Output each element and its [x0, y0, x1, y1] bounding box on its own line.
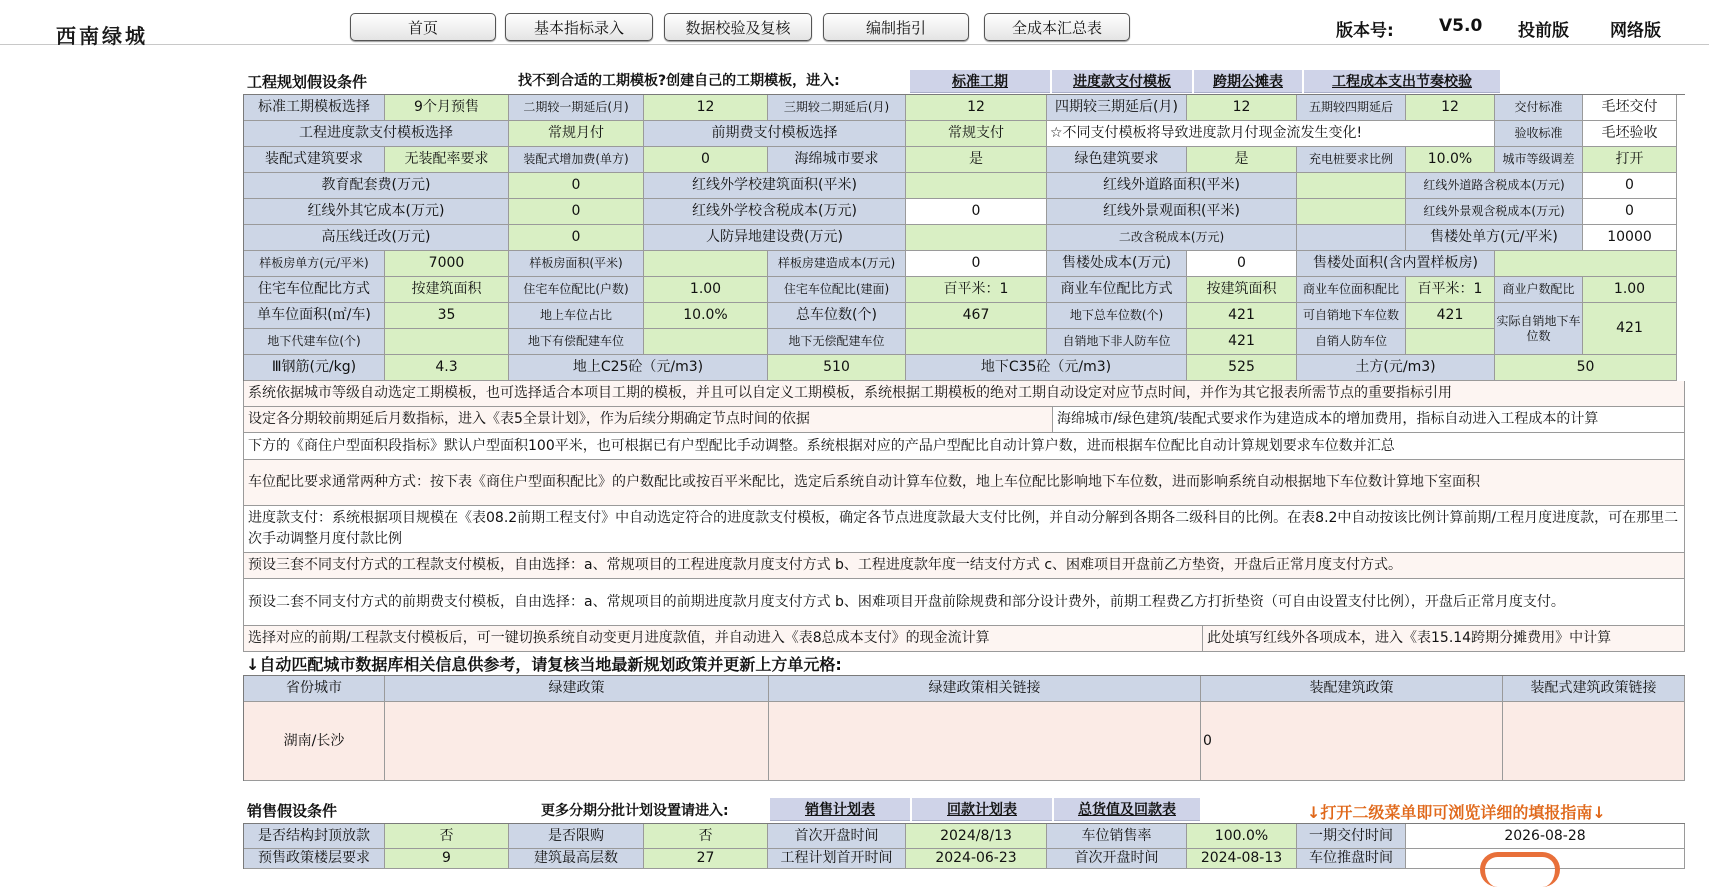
input-cell[interactable]: 否 [644, 824, 768, 849]
floating-annotation-shape [1480, 852, 1560, 887]
note-text: 海绵城市/绿色建筑/装配式要求作为建造成本的增加费用，指标自动进入工程成本的计算 [1053, 407, 1685, 432]
label-cell: Ⅲ钢筋(元/kg) [244, 355, 385, 381]
note-text: 进度款支付：系统根据项目规模在《表08.2前期工程支付》中自动选定符合的进度款支付模板，确定各节点进度款最大支付比例，并自动分解到各期各二级科目的比例。在表8.2中自动按该比例计算前期/工程月度进度款，可在那里二次手动调整月度付款比例 [244, 506, 1685, 552]
input-cell[interactable]: 2026-08-28 [1406, 824, 1685, 849]
column-header: 装配式建筑政策链接 [1503, 676, 1685, 702]
input-cell[interactable]: 百平米：1 [1406, 277, 1495, 303]
note-text: 车位配比要求通常两种方式：按下表《商住户型面积配比》的户数配比或按百平米配比，选定后系统自动计算车位数，地上车位配比影响地下车位数，进而影响系统自动根据地下车位数计算地下室面积 [244, 460, 1685, 505]
label-cell: 地下代建车位(个) [244, 329, 385, 355]
input-cell[interactable] [1495, 251, 1677, 277]
label-cell: 地下有偿配建车位 [509, 329, 644, 355]
label-cell: 住宅车位配比(户数) [509, 277, 644, 303]
label-cell: 红线外其它成本(万元) [244, 199, 509, 225]
input-cell[interactable]: 2024/8/13 [906, 824, 1047, 849]
label-cell: 海绵城市要求 [768, 147, 906, 173]
nav-data-check-button[interactable]: 数据校验及复核 [664, 13, 812, 41]
column-header: 省份城市 [244, 676, 385, 702]
label-cell: 车位销售率 [1047, 824, 1187, 849]
input-cell[interactable]: 421 [1406, 303, 1495, 329]
label-cell: 红线外景观含税成本(万元) [1406, 199, 1583, 225]
input-cell[interactable]: 50 [1495, 355, 1677, 381]
input-cell[interactable]: 毛坯交付 [1583, 95, 1677, 121]
input-cell[interactable]: 0 [1583, 173, 1677, 199]
input-cell[interactable]: 0 [509, 225, 644, 251]
label-cell: 总车位数(个) [768, 303, 906, 329]
label-cell: 前期费支付模板选择 [644, 121, 906, 147]
input-cell[interactable]: 4.3 [385, 355, 509, 381]
green-link-cell[interactable] [769, 702, 1201, 781]
label-cell: 样板房单方(元/平米) [244, 251, 385, 277]
label-cell: 商业车位面积配比 [1297, 277, 1406, 303]
payment-warning: ☆不同支付模板将导致进度款月付现金流发生变化! [1047, 121, 1495, 147]
label-cell: 三期较二期延后(月) [768, 95, 906, 121]
input-cell[interactable]: 421 [1187, 303, 1297, 329]
input-cell[interactable]: 9个月预售 [385, 95, 509, 121]
input-cell[interactable] [1297, 225, 1406, 251]
label-cell: 人防异地建设费(万元) [644, 225, 906, 251]
input-cell[interactable]: 10.0% [644, 303, 768, 329]
version-number: V5.0 [1439, 16, 1483, 36]
label-cell: 预售政策楼层要求 [244, 849, 385, 869]
note-text: 预设二套不同支付方式的前期费支付模板，自由选择：a、常规项目的前期进度款月度支付方式 b、困难项目开盘前除规费和部分设计费外，前期工程费乙方打折垫资（可自由设置支付比例），开盘后正常月度支付。 [244, 579, 1685, 625]
tab-progress-payment-template[interactable]: 进度款支付模板 [1052, 70, 1192, 93]
label-cell: 地下无偿配建车位 [768, 329, 906, 355]
input-cell[interactable]: 12 [644, 95, 768, 121]
input-cell[interactable]: 2024-08-13 [1187, 849, 1297, 869]
sales-prompt: 更多分期分批计划设置请进入: [541, 803, 729, 819]
sales-grid [243, 823, 1685, 869]
label-cell: 教育配套费(万元) [244, 173, 509, 199]
tab-cost-rhythm-check[interactable]: 工程成本支出节奏校验 [1304, 70, 1500, 93]
input-cell[interactable]: 0 [906, 199, 1047, 225]
input-cell[interactable]: 421 [1187, 329, 1297, 355]
input-cell[interactable]: 0 [509, 199, 644, 225]
label-cell: 交付标准 [1495, 95, 1583, 121]
note-text: 设定各分期较前期延后月数指标，进入《表5全景计划》，作为后续分期确定节点时间的依据 [244, 407, 1053, 432]
tab-standard-schedule[interactable]: 标准工期 [910, 70, 1050, 93]
input-cell[interactable]: 525 [1187, 355, 1297, 381]
input-cell[interactable]: 35 [385, 303, 509, 329]
nav-guide-button[interactable]: 编制指引 [823, 13, 969, 41]
input-cell[interactable] [906, 329, 1047, 355]
input-cell[interactable]: 百平米：1 [906, 277, 1047, 303]
input-cell[interactable]: 否 [385, 824, 509, 849]
label-cell: 二期较一期延后(月) [509, 95, 644, 121]
label-cell: 首次开盘时间 [1047, 849, 1187, 869]
label-cell: 一期交付时间 [1297, 824, 1406, 849]
template-prompt: 找不到合适的工期模板?创建自己的工期模板，进入: [518, 73, 840, 89]
input-cell[interactable]: 12 [1406, 95, 1495, 121]
city-db-table [243, 675, 1685, 781]
label-cell: 售楼处单方(元/平米) [1406, 225, 1583, 251]
label-cell: 高压线迁改(万元) [244, 225, 509, 251]
label-cell: 五期较四期延后 [1297, 95, 1406, 121]
note-text: 预设三套不同支付方式的工程款支付模板，自由选择：a、常规项目的工程进度款月度支付方式 b、工程进度款年度一结支付方式 c、困难项目开盘前乙方垫资，开盘后正常月度支付方式。 [244, 553, 1685, 578]
column-header: 绿建政策 [385, 676, 769, 702]
label-cell: 城市等级调差 [1495, 147, 1583, 173]
input-cell[interactable]: 按建筑面积 [385, 277, 509, 303]
label-cell: 标准工期模板选择 [244, 95, 385, 121]
input-cell[interactable]: 2024-06-23 [906, 849, 1047, 869]
label-cell: 建筑最高层数 [509, 849, 644, 869]
label-cell: 地下C35砼（元/m3) [906, 355, 1187, 381]
input-cell[interactable]: 510 [768, 355, 906, 381]
label-cell: 地上车位占比 [509, 303, 644, 329]
input-cell[interactable]: 常规支付 [906, 121, 1047, 147]
city-cell: 湖南/长沙 [244, 702, 385, 781]
input-cell[interactable]: 0 [1187, 251, 1297, 277]
input-cell[interactable]: 467 [906, 303, 1047, 329]
input-cell[interactable]: 0 [509, 173, 644, 199]
version-label: 版本号: [1336, 21, 1394, 41]
planning-section-title: 工程规划假设条件 [247, 73, 368, 91]
label-cell: 装配式增加费(单方) [509, 147, 644, 173]
label-cell: 红线外学校建筑面积(平米) [644, 173, 906, 199]
green-policy-cell [385, 702, 769, 781]
input-cell[interactable]: 10000 [1583, 225, 1677, 251]
label-cell: 地上C25砼（元/m3) [509, 355, 768, 381]
nav-home-button[interactable]: 首页 [350, 13, 496, 41]
input-cell[interactable]: 常规月付 [509, 121, 644, 147]
label-cell: 是否限购 [509, 824, 644, 849]
note-text: 系统依据城市等级自动选定工期模板，也可选择适合本项目工期的模板，并且可以自定义工期模板，系统根据工期模板的绝对工期自动设定对应节点时间，并作为其它报表所需节点的重要指标引用 [244, 381, 1685, 406]
input-cell[interactable]: 1.00 [1583, 277, 1677, 303]
label-cell: 商业户数配比 [1495, 277, 1583, 303]
label-cell: 住宅车位配比(建面) [768, 277, 906, 303]
input-cell[interactable]: 0 [644, 147, 768, 173]
top-bar [0, 0, 1709, 48]
nav-cost-summary-button[interactable]: 全成本汇总表 [984, 13, 1130, 41]
label-cell: 土方(元/m3) [1297, 355, 1495, 381]
label-cell: 售楼处面积(含内置样板房) [1297, 251, 1495, 277]
input-cell[interactable]: 无装配率要求 [385, 147, 509, 173]
input-cell[interactable]: 9 [385, 849, 509, 869]
label-cell: 样板房建造成本(万元) [768, 251, 906, 277]
column-header: 绿建政策相关链接 [769, 676, 1201, 702]
input-cell[interactable]: 27 [644, 849, 768, 869]
label-cell: 验收标准 [1495, 121, 1583, 147]
city-db-title: ↓自动匹配城市数据库相关信息供参考，请复核当地最新规划政策并更新上方单元格: [246, 655, 842, 674]
mode-label: 网络版 [1610, 21, 1661, 41]
edition-label: 投前版 [1518, 21, 1569, 41]
label-cell: 车位推盘时间 [1297, 849, 1406, 869]
input-cell[interactable] [1297, 173, 1406, 199]
input-cell[interactable]: 10.0% [1406, 147, 1495, 173]
input-cell[interactable] [906, 173, 1047, 199]
sales-section-title: 销售假设条件 [247, 802, 338, 820]
input-cell[interactable] [1406, 329, 1495, 355]
notes-panel [243, 381, 1685, 652]
input-cell[interactable] [1297, 199, 1406, 225]
label-cell: 首次开盘时间 [768, 824, 906, 849]
input-cell[interactable]: 打开 [1583, 147, 1677, 173]
label-cell: 装配式建筑要求 [244, 147, 385, 173]
input-cell[interactable]: 是 [1187, 147, 1297, 173]
tab-cross-period-allocation[interactable]: 跨期公摊表 [1194, 70, 1302, 93]
input-cell[interactable]: 421 [1583, 303, 1677, 355]
label-cell: 实际自销地下车位数 [1495, 303, 1583, 355]
input-cell[interactable]: 0 [1583, 199, 1677, 225]
label-cell: 四期较三期延后(月) [1047, 95, 1187, 121]
input-cell[interactable]: 毛坯验收 [1583, 121, 1677, 147]
label-cell: 自销人防车位 [1297, 329, 1406, 355]
label-cell: 绿色建筑要求 [1047, 147, 1187, 173]
label-cell: 工程计划首开时间 [768, 849, 906, 869]
input-cell[interactable]: 100.0% [1187, 824, 1297, 849]
prefab-link-cell[interactable] [1503, 702, 1685, 781]
input-cell[interactable]: 0 [906, 251, 1047, 277]
label-cell: 充电桩要求比例 [1297, 147, 1406, 173]
label-cell: 红线外景观面积(平米) [1047, 199, 1297, 225]
label-cell: 是否结构封顶放款 [244, 824, 385, 849]
label-cell: 二改含税成本(万元) [1047, 225, 1297, 251]
input-cell[interactable]: 是 [906, 147, 1047, 173]
input-cell[interactable]: 1.00 [644, 277, 768, 303]
input-cell[interactable]: 12 [1187, 95, 1297, 121]
label-cell: 红线外道路含税成本(万元) [1406, 173, 1583, 199]
label-cell: 红线外学校含税成本(万元) [644, 199, 906, 225]
label-cell: 住宅车位配比方式 [244, 277, 385, 303]
guide-hint: ↓打开二级菜单即可浏览详细的填报指南↓ [1307, 803, 1606, 822]
note-text: 选择对应的前期/工程款支付模板后，可一键切换系统自动变更月进度款值，并自动进入《表8总成本支付》的现金流计算 [244, 626, 1203, 651]
label-cell: 单车位面积(㎡/车) [244, 303, 385, 329]
label-cell: 可自销地下车位数 [1297, 303, 1406, 329]
note-text: 下方的《商住户型面积段指标》默认户型面积100平米，也可根据已有户型配比手动调整。系统根据对应的产品户型配比自动计算户数，进而根据车位配比自动计算规划要求车位数并汇总 [244, 433, 1685, 459]
note-text: 此处填写红线外各项成本，进入《表15.14跨期分摊费用》中计算 [1203, 626, 1685, 651]
label-cell: 自销地下非人防车位 [1047, 329, 1187, 355]
nav-basic-input-button[interactable]: 基本指标录入 [505, 13, 653, 41]
prefab-policy-cell: 0 [1201, 702, 1503, 781]
input-cell[interactable]: 7000 [385, 251, 509, 277]
label-cell: 样板房面积(平米) [509, 251, 644, 277]
input-cell[interactable]: 12 [906, 95, 1047, 121]
column-header: 装配建筑政策 [1201, 676, 1503, 702]
input-cell[interactable] [385, 329, 509, 355]
input-cell[interactable]: 按建筑面积 [1187, 277, 1297, 303]
tab-total-value[interactable]: 总货值及回款表 [1054, 798, 1200, 821]
input-cell[interactable] [644, 329, 768, 355]
tab-collection-plan[interactable]: 回款计划表 [912, 798, 1052, 821]
label-cell: 商业车位配比方式 [1047, 277, 1187, 303]
input-cell[interactable] [644, 251, 768, 277]
label-cell: 红线外道路面积(平米) [1047, 173, 1297, 199]
input-cell[interactable] [906, 225, 1047, 251]
planning-grid [243, 94, 1685, 382]
company-logo: 西南绿城 [56, 24, 148, 48]
label-cell: 工程进度款支付模板选择 [244, 121, 509, 147]
tab-sales-plan[interactable]: 销售计划表 [770, 798, 910, 821]
label-cell: 售楼处成本(万元) [1047, 251, 1187, 277]
label-cell: 地下总车位数(个) [1047, 303, 1187, 329]
